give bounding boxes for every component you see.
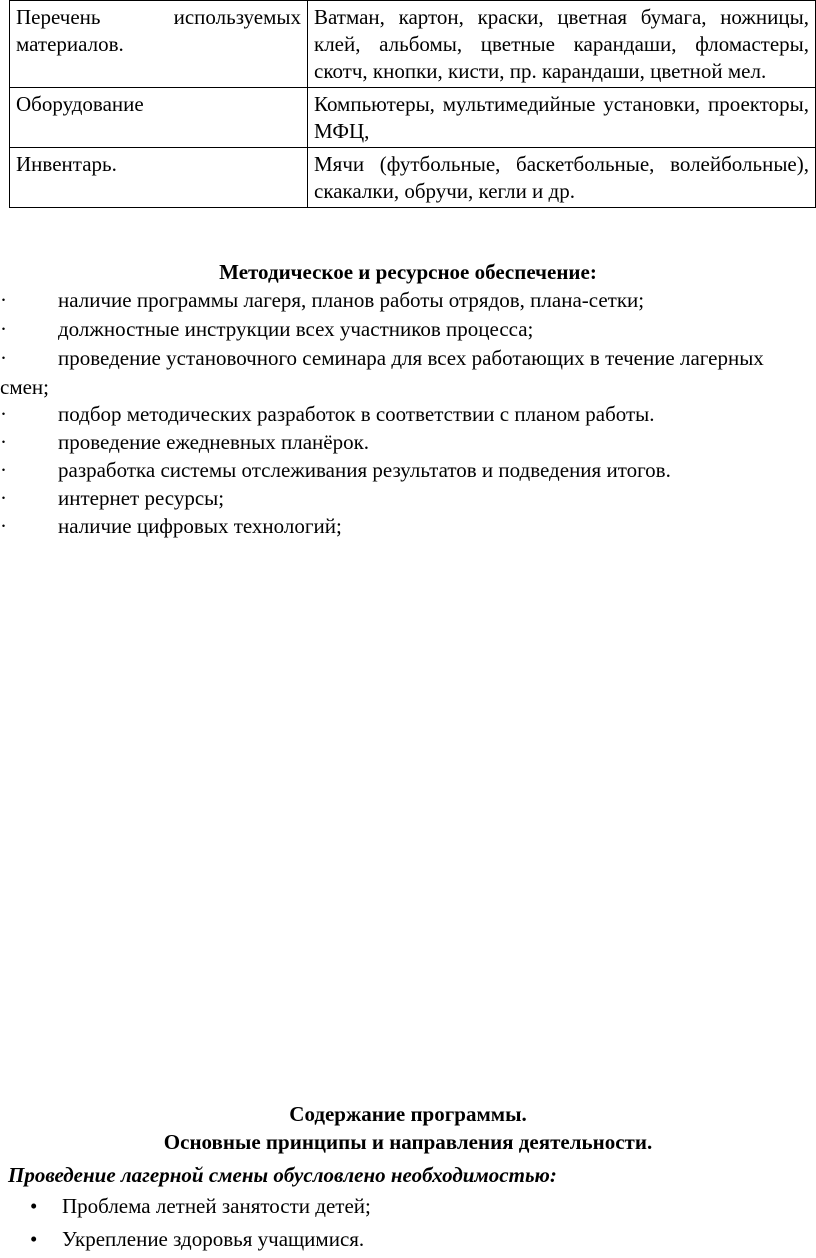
bullet-dot: · — [0, 288, 7, 312]
list-item-text: интернет ресурсы; — [58, 486, 225, 510]
table-cell-label: Перечень используемых материалов. — [10, 1, 308, 88]
program-lead: Проведение лагерной смены обусловлено необходимостью: — [8, 1163, 557, 1187]
bullet-dot: · — [0, 346, 7, 370]
list-item — [0, 344, 790, 402]
list-item — [0, 512, 810, 541]
list-item-text: Укрепление здоровья учащимися. — [62, 1227, 365, 1251]
list-item-text: подбор методических разработок в соответствии с планом работы. — [58, 402, 655, 426]
list-item-text: наличие цифровых технологий; — [58, 514, 342, 538]
program-title: Содержание программы. — [289, 1102, 527, 1126]
bullet-dot: · — [0, 430, 7, 454]
list-item — [0, 484, 810, 513]
program-subtitle: Основные принципы и направления деятельности. — [163, 1130, 653, 1154]
table-cell-value: Ватман, картон, краски, цветная бумага, ножницы, клей, альбомы, цветные карандаши, фломастеры, скотч, кнопки, кисти, пр. карандаши, цветной мел. — [308, 1, 816, 88]
list-item-text: проведение ежедневных планёрок. — [58, 430, 370, 454]
list-item-text: Проблема летней занятости детей; — [62, 1194, 371, 1218]
bullet-dot: · — [0, 402, 7, 426]
table-cell-label: Инвентарь. — [10, 148, 308, 208]
list-item — [30, 1225, 364, 1253]
methodical-heading: Методическое и ресурсное обеспечение: — [219, 260, 597, 284]
list-item — [30, 1192, 371, 1220]
list-item-text: наличие программы лагеря, планов работы отрядов, плана-сетки; — [58, 288, 645, 312]
list-item — [0, 456, 810, 485]
bullet-dot: · — [0, 458, 7, 482]
table-row — [10, 148, 816, 208]
table-cell-value: Мячи (футбольные, баскетбольные, волейбольные), скакалки, обручи, кегли и др. — [308, 148, 816, 208]
list-item-text: разработка системы отслеживания результатов и подведения итогов. — [58, 458, 671, 482]
list-item — [0, 428, 810, 457]
bullet-dot: · — [0, 486, 7, 510]
bullet-dot: • — [30, 1194, 38, 1218]
bullet-dot: · — [0, 317, 7, 341]
list-item — [0, 400, 810, 429]
list-item-text: проведение установочного семинара для всех работающих в течение лагерных смен; — [0, 346, 764, 399]
list-item-text: должностные инструкции всех участников процесса; — [58, 317, 534, 341]
table-cell-label: Оборудование — [10, 88, 308, 148]
table-row — [10, 1, 816, 88]
resources-table — [9, 0, 816, 208]
bullet-dot: • — [30, 1227, 38, 1251]
table-cell-value: Компьютеры, мультимедийные установки, проекторы, МФЦ, — [308, 88, 816, 148]
bullet-dot: · — [0, 514, 7, 538]
table-row — [10, 88, 816, 148]
list-item — [0, 315, 810, 344]
list-item — [0, 286, 810, 315]
